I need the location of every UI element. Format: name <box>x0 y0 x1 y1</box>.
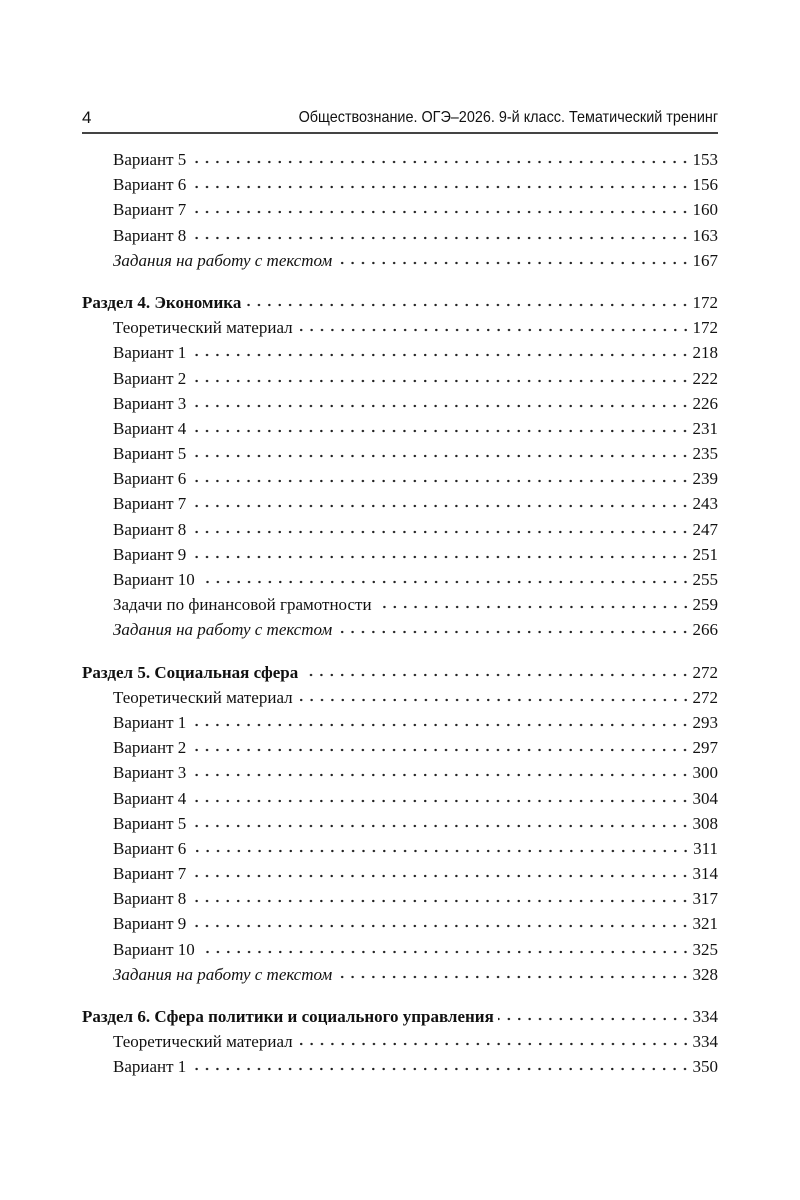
toc-entry[interactable] <box>82 391 718 416</box>
toc-entry[interactable] <box>82 710 718 735</box>
toc-page-number: 226 <box>692 393 718 413</box>
dot-leader <box>336 260 690 266</box>
toc-page-number: 266 <box>692 620 718 640</box>
toc-entry-label: Вариант 5 <box>113 444 187 464</box>
toc-page-number: 311 <box>693 838 718 858</box>
dot-leader <box>190 403 690 409</box>
toc-page-number: 304 <box>692 788 718 808</box>
dot-leader <box>376 604 691 610</box>
dot-leader <box>199 579 691 585</box>
dot-leader <box>190 378 690 384</box>
toc-entry-label: Вариант 7 <box>113 864 187 884</box>
toc-entry-label: Вариант 5 <box>113 150 187 169</box>
toc-page-number: 293 <box>692 712 718 732</box>
toc-entry-label: Теоретический материал <box>113 318 293 338</box>
dot-leader <box>190 184 690 190</box>
toc-entry-label: Вариант 5 <box>113 813 187 833</box>
toc-entry-label: Раздел 5. Социальная сфера <box>82 662 299 682</box>
toc-page-number: 222 <box>692 368 718 388</box>
toc-entry-label: Вариант 7 <box>113 494 187 514</box>
toc-page-number: 167 <box>692 250 718 270</box>
toc-entry[interactable] <box>82 517 718 542</box>
toc-entry[interactable] <box>82 542 718 567</box>
toc-entry[interactable] <box>82 416 718 441</box>
toc-section[interactable] <box>82 290 718 315</box>
toc-entry-label: Вариант 9 <box>113 914 187 934</box>
toc-page-number: 259 <box>692 595 718 615</box>
toc-entry[interactable] <box>82 962 718 987</box>
toc-page-number: 160 <box>692 200 718 220</box>
toc-entry-label: Вариант 1 <box>113 1057 187 1077</box>
toc-entry[interactable] <box>82 685 718 710</box>
dot-leader <box>297 697 691 703</box>
dot-leader <box>190 1066 690 1072</box>
toc-page-number: 172 <box>692 292 718 312</box>
dot-leader <box>190 848 691 854</box>
toc-entry[interactable] <box>82 147 718 172</box>
toc-page-number: 272 <box>692 662 718 682</box>
toc-entry[interactable] <box>82 441 718 466</box>
toc-page-number: 325 <box>692 939 718 959</box>
toc-entry-label: Раздел 4. Экономика <box>82 292 242 312</box>
book-title: Обществознание. ОГЭ–2026. 9-й класс. Тематический тренинг <box>298 109 718 126</box>
toc-entry-label: Теоретический материал <box>113 1032 293 1052</box>
dot-leader <box>190 529 690 535</box>
dot-leader <box>297 327 691 333</box>
toc-entry-label: Вариант 8 <box>113 225 187 245</box>
toc-entry-label: Теоретический материал <box>113 687 293 707</box>
toc-entry-label: Задания на работу с текстом <box>113 250 333 270</box>
toc-entry-label: Вариант 2 <box>113 738 187 758</box>
toc-entry-label: Вариант 2 <box>113 368 187 388</box>
toc-entry-label: Вариант 9 <box>113 544 187 564</box>
toc-page-number: 218 <box>692 343 718 363</box>
toc-page-number: 334 <box>692 1007 718 1026</box>
toc-entry[interactable] <box>82 172 718 197</box>
toc-page-number: 272 <box>692 687 718 707</box>
toc-entry[interactable] <box>82 340 718 365</box>
toc-page-number: 334 <box>692 1032 718 1052</box>
toc-entry-label: Вариант 10 <box>113 570 195 589</box>
dot-leader <box>199 949 691 955</box>
dot-leader <box>190 747 690 753</box>
dot-leader <box>498 1016 691 1022</box>
toc-entry-label: Вариант 7 <box>113 200 187 220</box>
toc-page-number: 321 <box>692 914 718 934</box>
dot-leader <box>190 503 690 509</box>
toc-entry-label: Вариант 1 <box>113 343 187 363</box>
toc-entry[interactable] <box>82 786 718 811</box>
toc-entry-label: Вариант 6 <box>113 838 187 858</box>
dot-leader <box>190 923 690 929</box>
dot-leader <box>336 629 690 635</box>
toc-entry[interactable] <box>82 567 718 592</box>
toc-entry[interactable] <box>82 886 718 911</box>
dot-leader <box>302 672 690 678</box>
toc-page-number: 317 <box>692 889 718 909</box>
dot-leader <box>336 974 690 980</box>
toc-entry[interactable] <box>82 466 718 491</box>
page-number: 4 <box>82 108 92 127</box>
toc-page-number: 239 <box>692 469 718 489</box>
toc-page-number: 350 <box>692 1057 718 1077</box>
toc-page-number: 163 <box>692 225 718 245</box>
toc-entry[interactable] <box>82 617 718 642</box>
toc-page-number: 300 <box>692 763 718 783</box>
toc-entry[interactable] <box>82 811 718 836</box>
toc-entry[interactable] <box>82 1029 718 1054</box>
toc-section[interactable] <box>82 1004 718 1029</box>
toc-entry[interactable] <box>82 760 718 785</box>
toc-entry-label: Задания на работу с текстом <box>113 620 333 640</box>
dot-leader <box>190 352 690 358</box>
toc-entry[interactable] <box>82 861 718 886</box>
toc-entry[interactable] <box>82 366 718 391</box>
toc-page-number: 251 <box>692 544 718 564</box>
toc-entry-label: Задачи по финансовой грамотности <box>113 595 372 615</box>
dot-leader <box>190 554 690 560</box>
toc-page-number: 153 <box>692 150 718 169</box>
toc-entry[interactable] <box>82 1054 718 1079</box>
toc-entry[interactable] <box>82 911 718 936</box>
toc-page-number: 328 <box>692 964 718 984</box>
dot-leader <box>190 772 690 778</box>
toc-page-number: 308 <box>692 813 718 833</box>
toc-entry-label: Вариант 6 <box>113 175 187 195</box>
toc-page-number: 231 <box>692 418 718 438</box>
toc-entry-label: Вариант 4 <box>113 418 187 438</box>
toc-entry-label: Вариант 4 <box>113 788 187 808</box>
dot-leader <box>245 302 690 308</box>
toc-page-number: 255 <box>692 570 718 589</box>
toc-page-number: 172 <box>692 318 718 338</box>
dot-leader <box>190 873 690 879</box>
toc-entry[interactable] <box>82 248 718 273</box>
toc-entry-label: Вариант 3 <box>113 763 187 783</box>
toc-entry[interactable] <box>82 223 718 248</box>
table-of-contents <box>82 147 718 1080</box>
dot-leader <box>190 209 690 215</box>
dot-leader <box>190 428 690 434</box>
toc-page-number: 297 <box>692 738 718 758</box>
toc-page-number: 156 <box>692 175 718 195</box>
toc-entry[interactable] <box>82 735 718 760</box>
toc-entry[interactable] <box>82 592 718 617</box>
toc-entry[interactable] <box>82 491 718 516</box>
toc-entry-label: Раздел 6. Сфера политики и социального управления <box>82 1007 494 1026</box>
toc-page-number: 235 <box>692 444 718 464</box>
toc-entry[interactable] <box>82 937 718 962</box>
dot-leader <box>190 453 690 459</box>
dot-leader <box>297 1041 691 1047</box>
toc-section[interactable] <box>82 660 718 685</box>
toc-entry-label: Вариант 3 <box>113 393 187 413</box>
toc-page-number: 247 <box>692 519 718 539</box>
dot-leader <box>190 722 690 728</box>
toc-entry-label: Вариант 1 <box>113 712 187 732</box>
dot-leader <box>190 478 690 484</box>
toc-entry-label: Вариант 8 <box>113 889 187 909</box>
toc-entry[interactable] <box>82 197 718 222</box>
toc-entry-label: Задания на работу с текстом <box>113 964 333 984</box>
toc-entry-label: Вариант 10 <box>113 939 195 959</box>
running-header <box>82 108 718 134</box>
toc-entry-label: Вариант 8 <box>113 519 187 539</box>
dot-leader <box>190 235 690 241</box>
dot-leader <box>190 823 690 829</box>
dot-leader <box>190 159 690 165</box>
dot-leader <box>190 798 690 804</box>
toc-entry[interactable] <box>82 836 718 861</box>
toc-entry-label: Вариант 6 <box>113 469 187 489</box>
toc-page-number: 243 <box>692 494 718 514</box>
toc-entry[interactable] <box>82 315 718 340</box>
dot-leader <box>190 898 690 904</box>
toc-page-number: 314 <box>692 864 718 884</box>
